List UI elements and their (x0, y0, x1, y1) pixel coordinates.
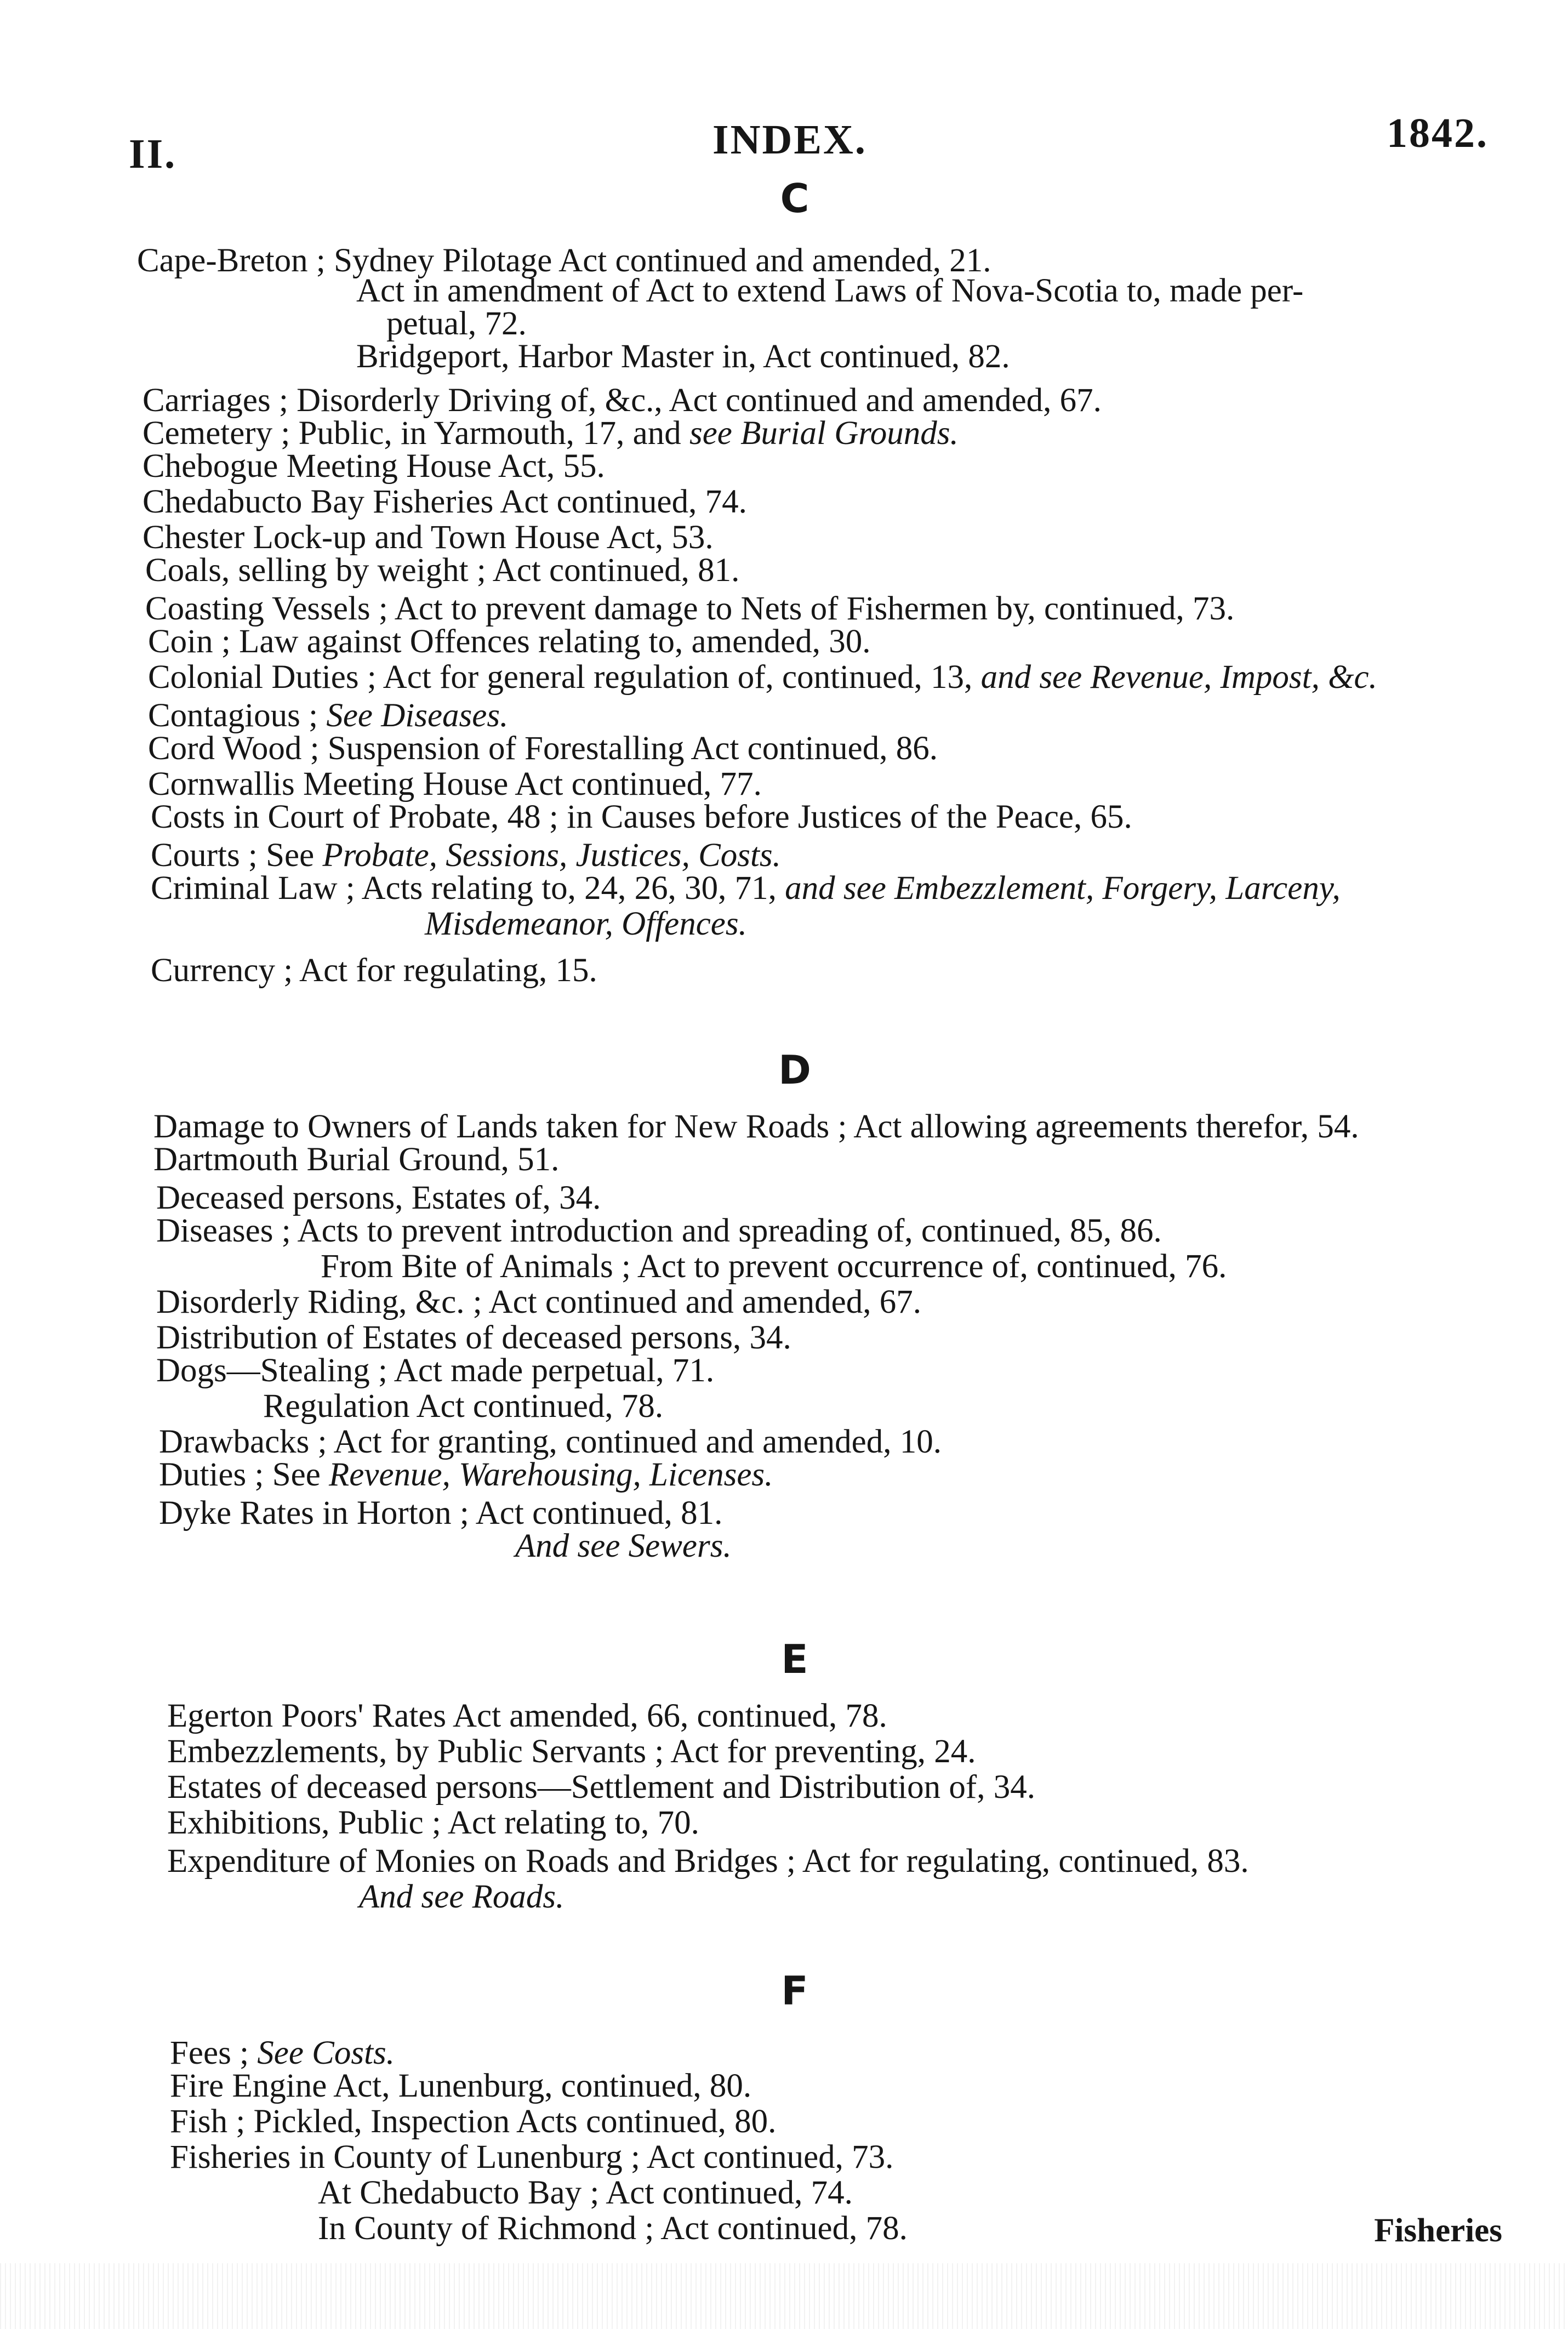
entry-text: Bridgeport, Harbor Master in, Act continued, 82. (356, 338, 1010, 375)
cross-reference: Probate, Sessions, Justices, Costs. (322, 837, 781, 874)
index-entry (156, 1181, 601, 1215)
cross-reference: And see Roads. (359, 1878, 565, 1915)
index-entry (167, 1806, 699, 1840)
entry-text: Chester Lock-up and Town House Act, 53. (142, 519, 714, 556)
index-entry (156, 1214, 1162, 1248)
index-entry (148, 625, 870, 658)
entry-text: Fire Engine Act, Lunenburg, continued, 80. (170, 2068, 752, 2104)
page-number: II. (129, 131, 177, 177)
entry-text: Fees ; (170, 2035, 258, 2071)
entry-text: Cemetery ; Public, in Yarmouth, 17, and (142, 415, 689, 452)
entry-text: Dyke Rates in Horton ; Act continued, 81. (159, 1495, 723, 1531)
index-entry (148, 767, 762, 801)
index-entry (142, 384, 1102, 417)
entry-text: Coasting Vessels ; Act to prevent damage to Nets of Fishermen by, continued, 73. (145, 590, 1235, 627)
index-entry (151, 872, 1341, 905)
index-entry (167, 1735, 976, 1768)
index-entry (151, 839, 781, 872)
entry-text: Disorderly Riding, &c. ; Act continued and amended, 67. (156, 1284, 921, 1320)
entry-text: Embezzlements, by Public Servants ; Act for preventing, 24. (167, 1733, 976, 1770)
index-entry (167, 1699, 887, 1733)
entry-text: At Chedabucto Bay ; Act continued, 74. (318, 2174, 853, 2211)
index-entry (170, 2105, 776, 2138)
index-entry (167, 1844, 1249, 1878)
entry-text: Expenditure of Monies on Roads and Bridges ; Act for regulating, continued, 83. (167, 1843, 1249, 1880)
index-entry (159, 1458, 773, 1491)
entry-text: Colonial Duties ; Act for general regulation of, continued, 13, (148, 659, 981, 696)
entry-text: Chebogue Meeting House Act, 55. (142, 448, 605, 485)
entry-text: Costs in Court of Probate, 48 ; in Causes before Justices of the Peace, 65. (151, 799, 1132, 835)
entry-text: From Bite of Animals ; Act to prevent occurrence of, continued, 76. (321, 1248, 1227, 1285)
section-letter: C (780, 175, 809, 221)
entry-text: Dogs—Stealing ; Act made perpetual, 71. (156, 1352, 715, 1389)
index-entry (142, 449, 605, 483)
entry-text: Exhibitions, Public ; Act relating to, 70. (167, 1804, 699, 1841)
index-entry (142, 417, 959, 450)
cross-reference: see Burial Grounds. (689, 415, 959, 452)
index-entry (425, 907, 747, 941)
index-entry (151, 954, 597, 987)
index-entry (515, 1529, 732, 1563)
entry-text: Courts ; See (151, 837, 323, 874)
entry-text: Coals, selling by weight ; Act continued, 81. (145, 552, 740, 589)
section-letter: D (778, 1047, 811, 1093)
index-entry (153, 1110, 1359, 1143)
index-entry (167, 1770, 1035, 1804)
entry-text: Act in amendment of Act to extend Laws of Nova-Scotia to, made per- (356, 272, 1304, 309)
index-entry (142, 521, 714, 554)
index-entry (170, 2140, 893, 2174)
entry-text: Diseases ; Acts to prevent introduction and spreading of, continued, 85, 86. (156, 1212, 1162, 1249)
catchword: Fisheries (1374, 2212, 1502, 2249)
index-entry (156, 1285, 921, 1319)
cross-reference: Misdemeanor, Offences. (425, 906, 747, 942)
entry-text: Estates of deceased persons—Settlement and Distribution of, 34. (167, 1769, 1035, 1806)
entry-text: Currency ; Act for regulating, 15. (151, 952, 597, 989)
index-entry (151, 800, 1132, 834)
index-entry (148, 699, 508, 732)
year: 1842. (1387, 110, 1489, 156)
entry-text: Cape-Breton ; Sydney Pilotage Act continued and amended, 21. (137, 242, 991, 279)
index-entry (386, 307, 527, 340)
entry-text: Damage to Owners of Lands taken for New Roads ; Act allowing agreements therefor, 54. (153, 1108, 1359, 1145)
entry-text: Dartmouth Burial Ground, 51. (153, 1141, 560, 1178)
cross-reference: and see Revenue, Impost, &c. (980, 659, 1377, 696)
index-entry (156, 1354, 714, 1387)
index-entry (170, 2069, 751, 2103)
entry-text: In County of Richmond ; Act continued, 78. (318, 2210, 908, 2247)
index-entry (145, 554, 739, 587)
cross-reference: Revenue, Warehousing, Licenses. (329, 1456, 773, 1493)
entry-text: Cornwallis Meeting House Act continued, 77. (148, 766, 762, 802)
index-entry (321, 1250, 1227, 1283)
entry-text: Distribution of Estates of deceased persons, 34. (156, 1319, 791, 1356)
entry-text: Fisheries in County of Lunenburg ; Act continued, 73. (170, 2139, 894, 2176)
entry-text: Cord Wood ; Suspension of Forestalling Act continued, 86. (148, 730, 938, 767)
entry-text: Deceased persons, Estates of, 34. (156, 1180, 601, 1216)
index-entry (318, 2212, 908, 2245)
index-entry (142, 485, 747, 519)
index-entry (263, 1390, 663, 1423)
entry-text: Contagious ; (148, 697, 327, 734)
index-entry (156, 1321, 791, 1354)
cross-reference: See Costs. (257, 2035, 395, 2071)
index-entry (159, 1425, 942, 1459)
index-entry (145, 592, 1234, 625)
index-entry (148, 660, 1377, 694)
scan-noise (0, 2263, 1568, 2329)
entry-text: Carriages ; Disorderly Driving of, &c., Act continued and amended, 67. (142, 382, 1102, 419)
cross-reference: and see Embezzlement, Forgery, Larceny, (785, 870, 1341, 907)
entry-text: Duties ; See (159, 1456, 329, 1493)
index-entry (356, 340, 1010, 373)
section-letter: F (781, 1968, 808, 2014)
entry-text: Criminal Law ; Acts relating to, 24, 26, 30, 71, (151, 870, 785, 907)
index-entry (356, 274, 1303, 308)
index-entry (359, 1880, 564, 1914)
entry-text: Coin ; Law against Offences relating to, amended, 30. (148, 623, 871, 660)
entry-text: Chedabucto Bay Fisheries Act continued, 74. (142, 483, 747, 520)
entry-text: Drawbacks ; Act for granting, continued and amended, 10. (159, 1423, 942, 1460)
entry-text: petual, 72. (386, 305, 527, 342)
section-letter: E (781, 1636, 808, 1682)
entry-text: Regulation Act continued, 78. (263, 1388, 664, 1425)
index-entry (170, 2036, 395, 2070)
index-entry (159, 1496, 722, 1530)
index-entry (318, 2176, 853, 2210)
entry-text: Fish ; Pickled, Inspection Acts continued, 80. (170, 2103, 777, 2140)
index-entry (153, 1143, 559, 1176)
entry-text: Egerton Poors' Rates Act amended, 66, continued, 78. (167, 1698, 887, 1734)
index-entry (148, 732, 938, 765)
cross-reference: See Diseases. (326, 697, 509, 734)
page-title: INDEX. (712, 117, 867, 163)
cross-reference: And see Sewers. (515, 1528, 732, 1564)
